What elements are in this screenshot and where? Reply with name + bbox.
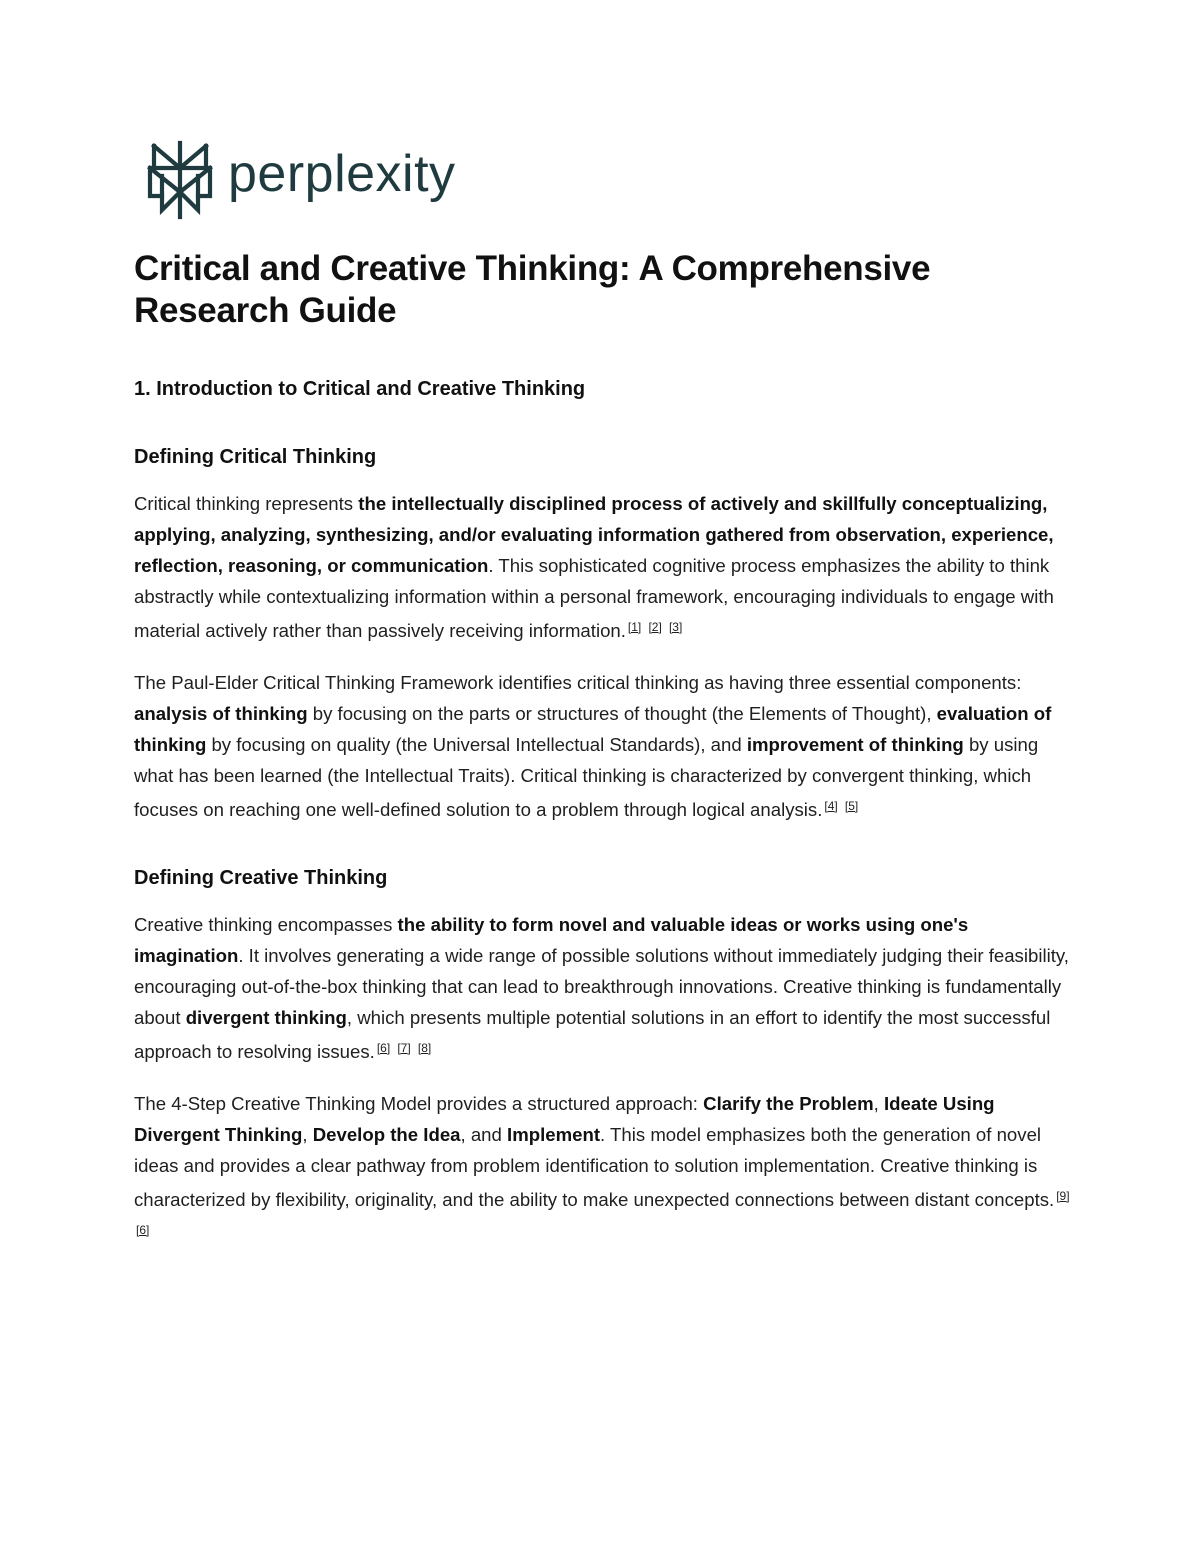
paragraph-critical-definition — [134, 488, 1074, 646]
citation-link[interactable]: [2] — [648, 620, 662, 634]
text-run: . This model emphasizes both the generation of novel ideas and provides a clear pathway from problem identification to solution implementation. Creative thinking is characterized by flexibility, originality, and the ability to make unexpected connections between distant concepts. — [134, 1124, 1055, 1210]
text-run: , and — [460, 1124, 508, 1145]
citation-link[interactable]: [9] — [1056, 1189, 1070, 1203]
perplexity-logo-icon — [146, 140, 214, 220]
text-run: The Paul-Elder Critical Thinking Framework identifies critical thinking as having three essential components: — [134, 672, 1022, 693]
citation-link[interactable]: [4] — [824, 799, 838, 813]
paragraph-paul-elder — [134, 667, 1074, 825]
citation-link[interactable]: [6] — [136, 1223, 150, 1237]
brand-logo — [146, 140, 456, 220]
bold-run: the ability to form novel and valuable ideas or works using one's imagination — [134, 914, 969, 966]
citation-link[interactable]: [7] — [397, 1041, 411, 1055]
bold-run: Develop the Idea — [312, 1124, 461, 1145]
document-content — [134, 248, 1074, 1270]
citation-link[interactable]: [3] — [668, 620, 683, 634]
bold-run: the intellectually disciplined process of actively and skillfully conceptualizing, applying, analyzing, synthesizing, and/or evaluating information gathered from observation, experience, reflection, reasoning, or communication — [134, 493, 1054, 576]
citation-link[interactable]: [8] — [417, 1041, 432, 1055]
bold-run: Clarify the Problem — [703, 1093, 874, 1114]
citation-link[interactable]: [1] — [627, 620, 642, 634]
text-run: . This sophisticated cognitive process emphasizes the ability to think abstractly while contextualizing information within a personal framework, encouraging individuals to engage with material actively rather than passively receiving information. — [134, 555, 1054, 641]
text-run: The 4-Step Creative Thinking Model provides a structured approach: — [134, 1093, 704, 1114]
text-run: by using what has been learned (the Intellectual Traits). Critical thinking is characterized by convergent thinking, which focuses on reaching one well-defined solution to a problem through logical analysis. — [134, 734, 1039, 820]
text-run: . It involves generating a wide range of possible solutions without immediately judging their feasibility, encouraging out-of-the-box thinking that can lead to breakthrough innovations. Creative thinking is fundamentally about — [134, 945, 1069, 1028]
text-run: by focusing on quality (the Universal Intellectual Standards), and — [206, 734, 747, 755]
text-run: Critical thinking represents — [134, 493, 359, 514]
text-run: , which presents multiple potential solutions in an effort to identify the most successful approach to resolving issues. — [134, 1007, 1051, 1062]
bold-run: divergent thinking — [185, 1007, 347, 1028]
bold-run: analysis of thinking — [134, 703, 308, 724]
subheading-creative-thinking: Defining Creative Thinking — [134, 867, 388, 889]
section-heading: 1. Introduction to Critical and Creative Thinking — [134, 378, 586, 400]
document-title: Critical and Creative Thinking: A Comprehensive Research Guide — [134, 249, 931, 330]
text-run: , — [873, 1093, 884, 1114]
bold-run: evaluation of thinking — [134, 703, 1052, 755]
citation-link[interactable]: [5] — [844, 799, 859, 813]
bold-run: improvement of thinking — [746, 734, 964, 755]
bold-run: Implement — [507, 1124, 601, 1145]
citation-link[interactable]: [6] — [376, 1041, 391, 1055]
subheading-critical-thinking: Defining Critical Thinking — [134, 446, 377, 468]
paragraph-four-step-model — [134, 1088, 1074, 1249]
paragraph-creative-definition — [134, 909, 1074, 1067]
logo-wordmark: perplexity — [228, 145, 456, 203]
bold-run: Ideate Using Divergent Thinking — [134, 1093, 995, 1145]
text-run: by focusing on the parts or structures of thought (the Elements of Thought), — [307, 703, 937, 724]
text-run: Creative thinking encompasses — [134, 914, 398, 935]
text-run: , — [302, 1124, 313, 1145]
